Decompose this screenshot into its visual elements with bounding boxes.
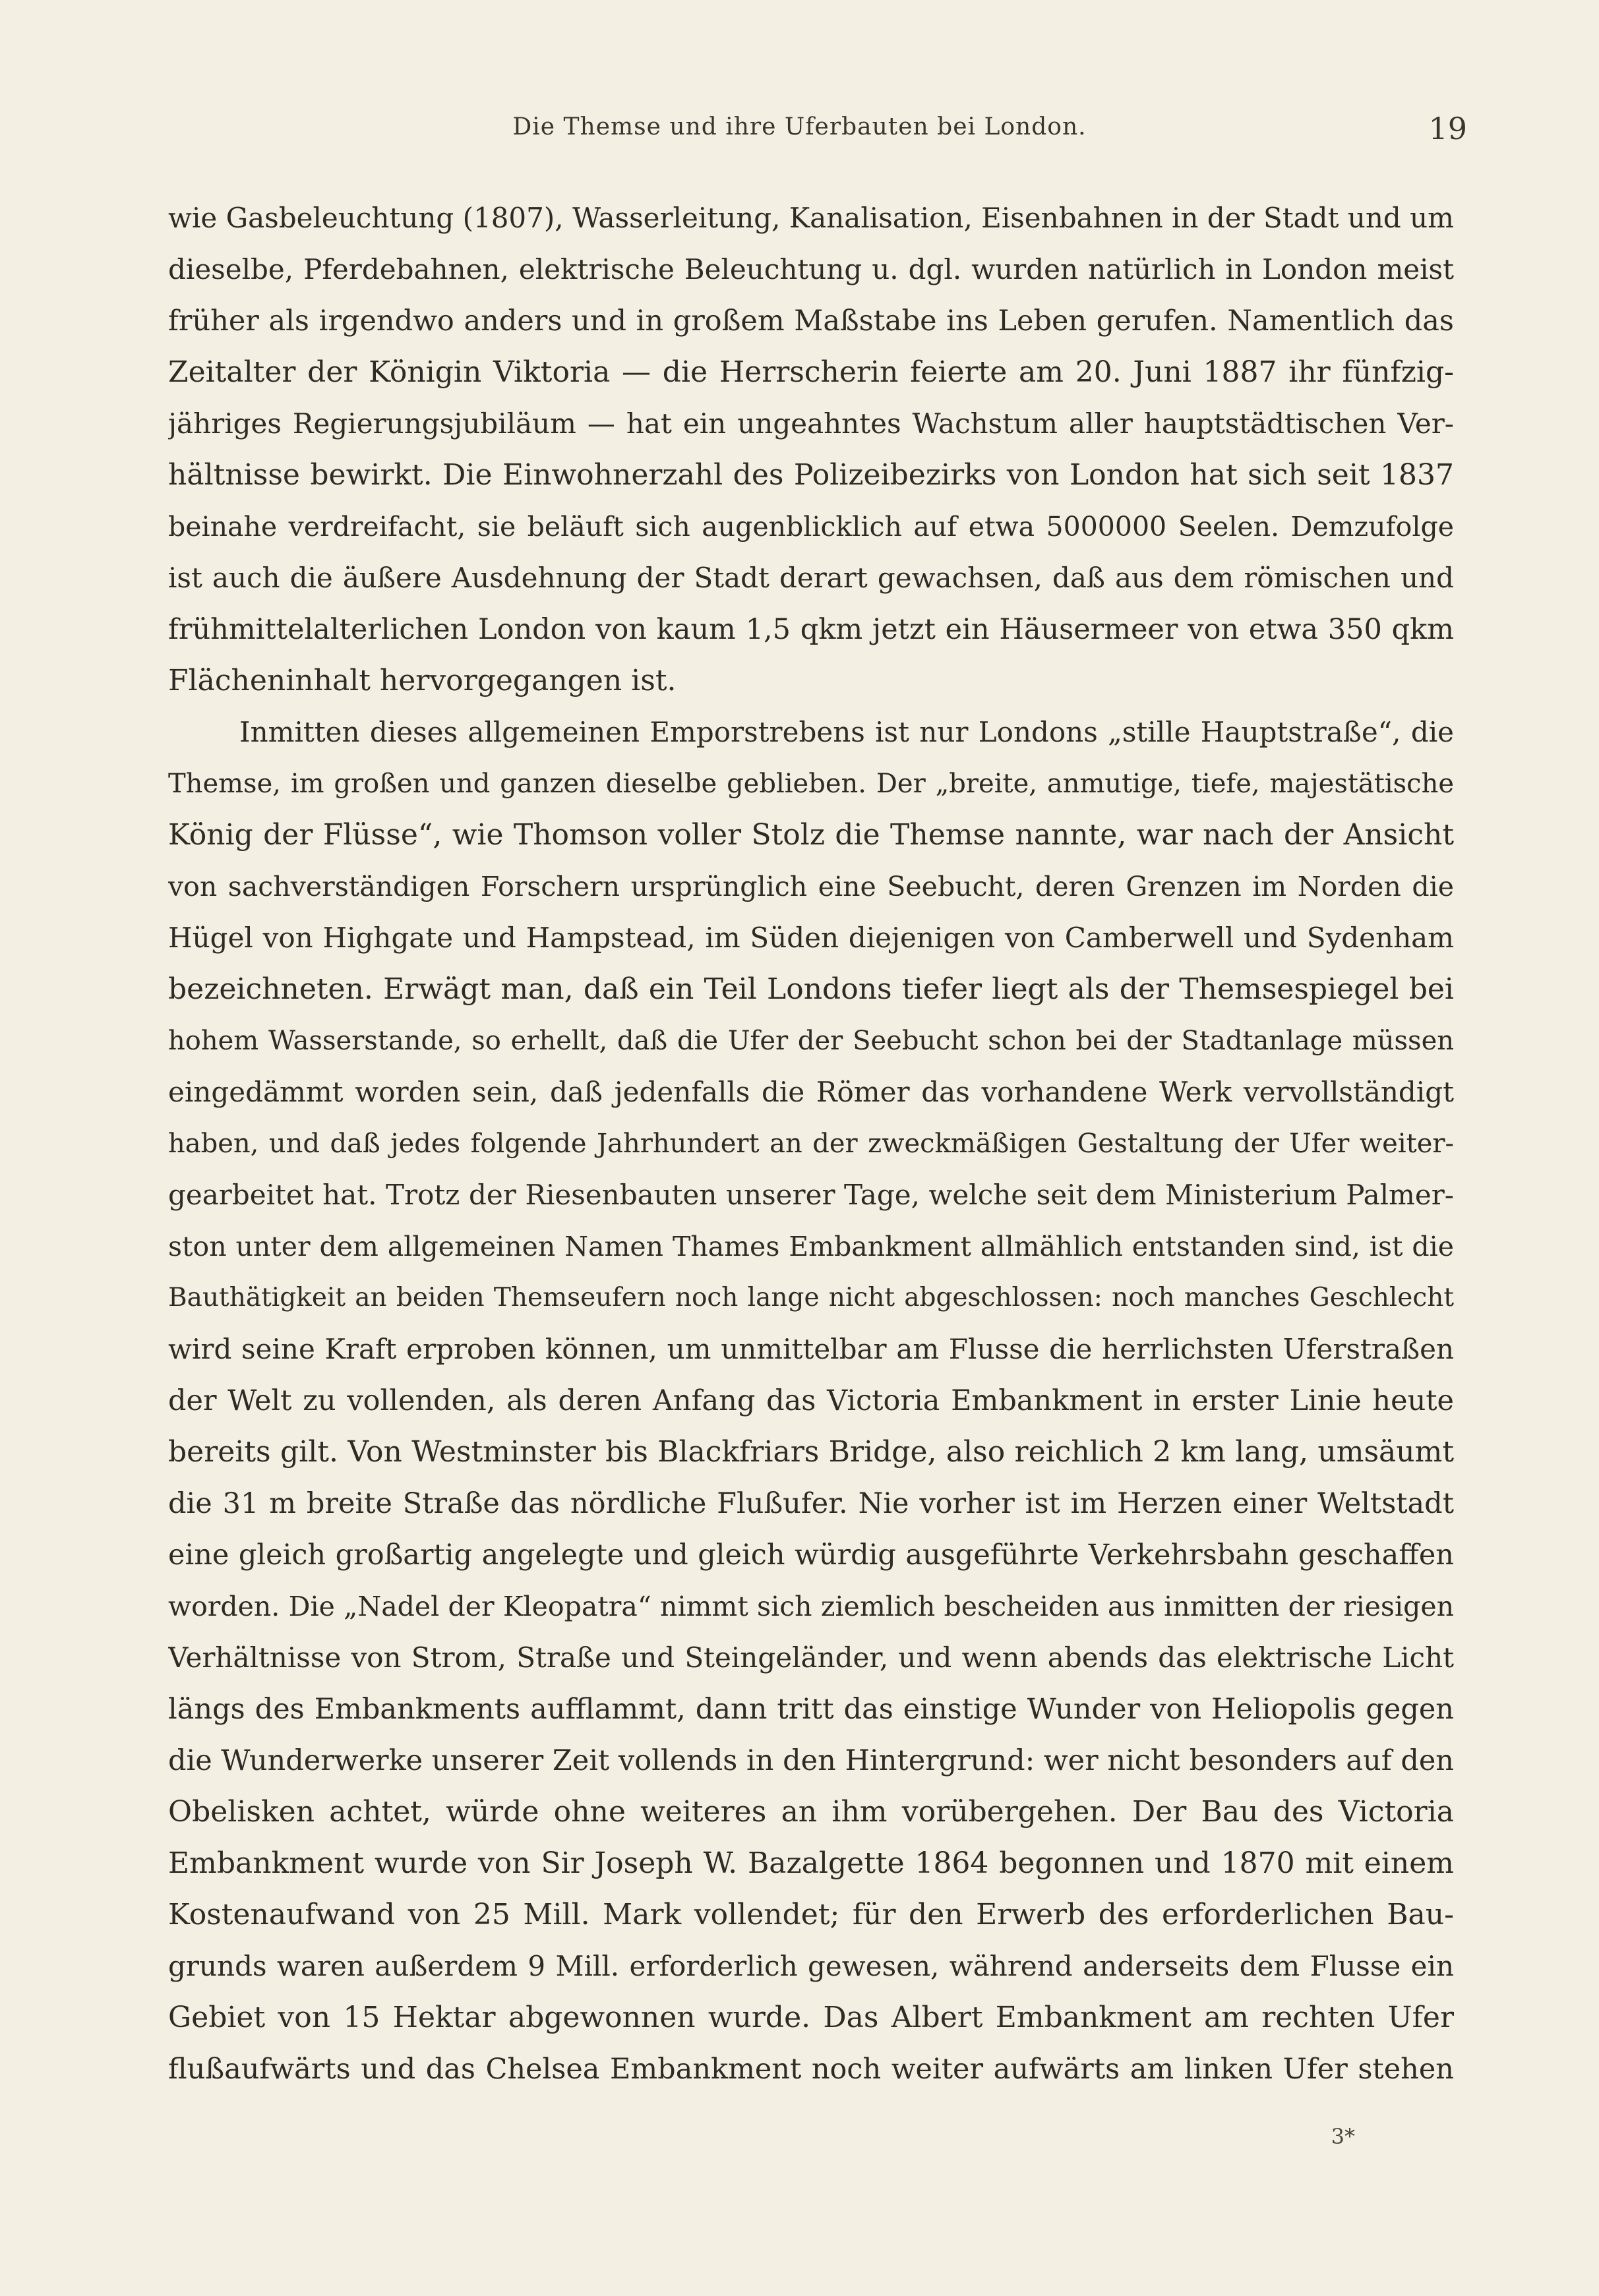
text-line: der Welt zu vollenden, als deren Anfang das Victoria Embankment in erster Linie heute	[168, 1384, 1454, 1417]
text-line: Gebiet von 15 Hektar abgewonnen wurde. Das Albert Embankment am rechten Ufer	[168, 2001, 1454, 2034]
text-line: haben, und daß jedes folgende Jahrhundert an der zweckmäßigen Gestaltung der Ufer weiter-	[168, 1129, 1454, 1159]
text-line: bereits gilt. Von Westminster bis Blackfriars Bridge, also reichlich 2 km lang, umsäumt	[168, 1435, 1454, 1469]
text-line: Themse, im großen und ganzen dieselbe geblieben. Der „breite, anmutige, tiefe, majestätische	[168, 769, 1454, 799]
text-line: längs des Embankments aufflammt, dann tritt das einstige Wunder von Heliopolis gegen	[168, 1693, 1454, 1726]
text-line: grunds waren außerdem 9 Mill. erforderlich gewesen, während anderseits dem Flusse ein	[168, 1950, 1454, 1982]
text-line: eine gleich großartig angelegte und gleich würdig ausgeführte Verkehrsbahn geschaffen	[168, 1539, 1454, 1572]
text-line: ston unter dem allgemeinen Namen Thames Embankment allmählich entstanden sind, ist die	[168, 1231, 1454, 1262]
text-line: früher als irgendwo anders und in großem Maßstabe ins Leben gerufen. Namentlich das	[168, 305, 1454, 338]
text-line: Obelisken achtet, würde ohne weiteres an ihm vorübergehen. Der Bau des Victoria	[168, 1795, 1454, 1829]
text-line: frühmittelalterlichen London von kaum 1,5 qkm jetzt ein Häusermeer von etwa 350 qkm	[168, 613, 1454, 646]
text-line: die Wunderwerke unserer Zeit vollends in den Hintergrund: wer nicht besonders auf den	[168, 1744, 1454, 1777]
text-line: ist auch die äußere Ausdehnung der Stadt derart gewachsen, daß aus dem römischen und	[168, 562, 1454, 594]
text-line: Verhältnisse von Strom, Straße und Steingeländer, und wenn abends das elektrische Licht	[168, 1641, 1454, 1674]
text-line: gearbeitet hat. Trotz der Riesenbauten unserer Tage, welche seit dem Ministerium Palmer-	[168, 1179, 1454, 1211]
text-line: König der Flüsse“, wie Thomson voller Stolz die Themse nannte, war nach der Ansicht	[168, 818, 1454, 852]
text-line: von sachverständigen Forschern ursprünglich eine Seebucht, deren Grenzen im Norden die	[168, 871, 1454, 902]
text-line: bezeichneten. Erwägt man, daß ein Teil Londons tiefer liegt als der Themsespiegel bei	[168, 972, 1454, 1006]
text-line: jähriges Regierungsjubiläum — hat ein ungeahntes Wachstum aller hauptstädtischen Ver-	[168, 407, 1454, 440]
text-line: beinahe verdreifacht, sie beläuft sich augenblicklich auf etwa 5000000 Seelen. Demzufolge	[168, 511, 1454, 543]
text-line: wie Gasbeleuchtung (1807), Wasserleitung, Kanalisation, Eisenbahnen in der Stadt und um	[168, 202, 1454, 234]
text-line: hohem Wasserstande, so erhellt, daß die Ufer der Seebucht schon bei der Stadtanlage müssen	[168, 1026, 1454, 1056]
text-line: dieselbe, Pferdebahnen, elektrische Beleuchtung u. dgl. wurden natürlich in London meist	[168, 253, 1454, 285]
text-line: eingedämmt worden sein, daß jedenfalls die Römer das vorhandene Werk vervollständigt	[168, 1076, 1454, 1108]
paragraph-start-line: Inmitten dieses allgemeinen Emporstrebens ist nur Londons „stille Hauptstraße“, die	[239, 716, 1454, 748]
text-line: hältnisse bewirkt. Die Einwohnerzahl des Polizeibezirks von London hat sich seit 1837	[168, 458, 1454, 492]
body-text	[168, 192, 1454, 2095]
page-number: 19	[1428, 111, 1467, 146]
text-line: die 31 m breite Straße das nördliche Flußufer. Nie vorher ist im Herzen einer Weltstadt	[168, 1487, 1454, 1520]
signature-mark: 3*	[1331, 2124, 1355, 2149]
text-line: wird seine Kraft erproben können, um unmittelbar am Flusse die herrlichsten Uferstraßen	[168, 1333, 1454, 1365]
text-line: flußaufwärts und das Chelsea Embankment noch weiter aufwärts am linken Ufer stehen	[168, 2053, 1454, 2086]
text-line: Kostenaufwand von 25 Mill. Mark vollendet; für den Erwerb des erforderlichen Bau-	[168, 1898, 1454, 1931]
text-line: Zeitalter der Königin Viktoria — die Herrscherin feierte am 20. Juni 1887 ihr fünfzig-	[168, 355, 1454, 389]
text-line: Embankment wurde von Sir Joseph W. Bazalgette 1864 begonnen und 1870 mit einem	[168, 1846, 1454, 1880]
text-line: Bauthätigkeit an beiden Themseufern noch lange nicht abgeschlossen: noch manches Geschlecht	[168, 1283, 1454, 1312]
text-line: worden. Die „Nadel der Kleopatra“ nimmt sich ziemlich bescheiden aus inmitten der riesigen	[168, 1591, 1454, 1622]
text-line: Flächeninhalt hervorgegangen ist.	[168, 664, 677, 697]
text-line: Hügel von Highgate und Hampstead, im Süden diejenigen von Camberwell und Sydenham	[168, 922, 1454, 954]
running-head: Die Themse und ihre Uferbauten bei London.	[512, 113, 1087, 140]
